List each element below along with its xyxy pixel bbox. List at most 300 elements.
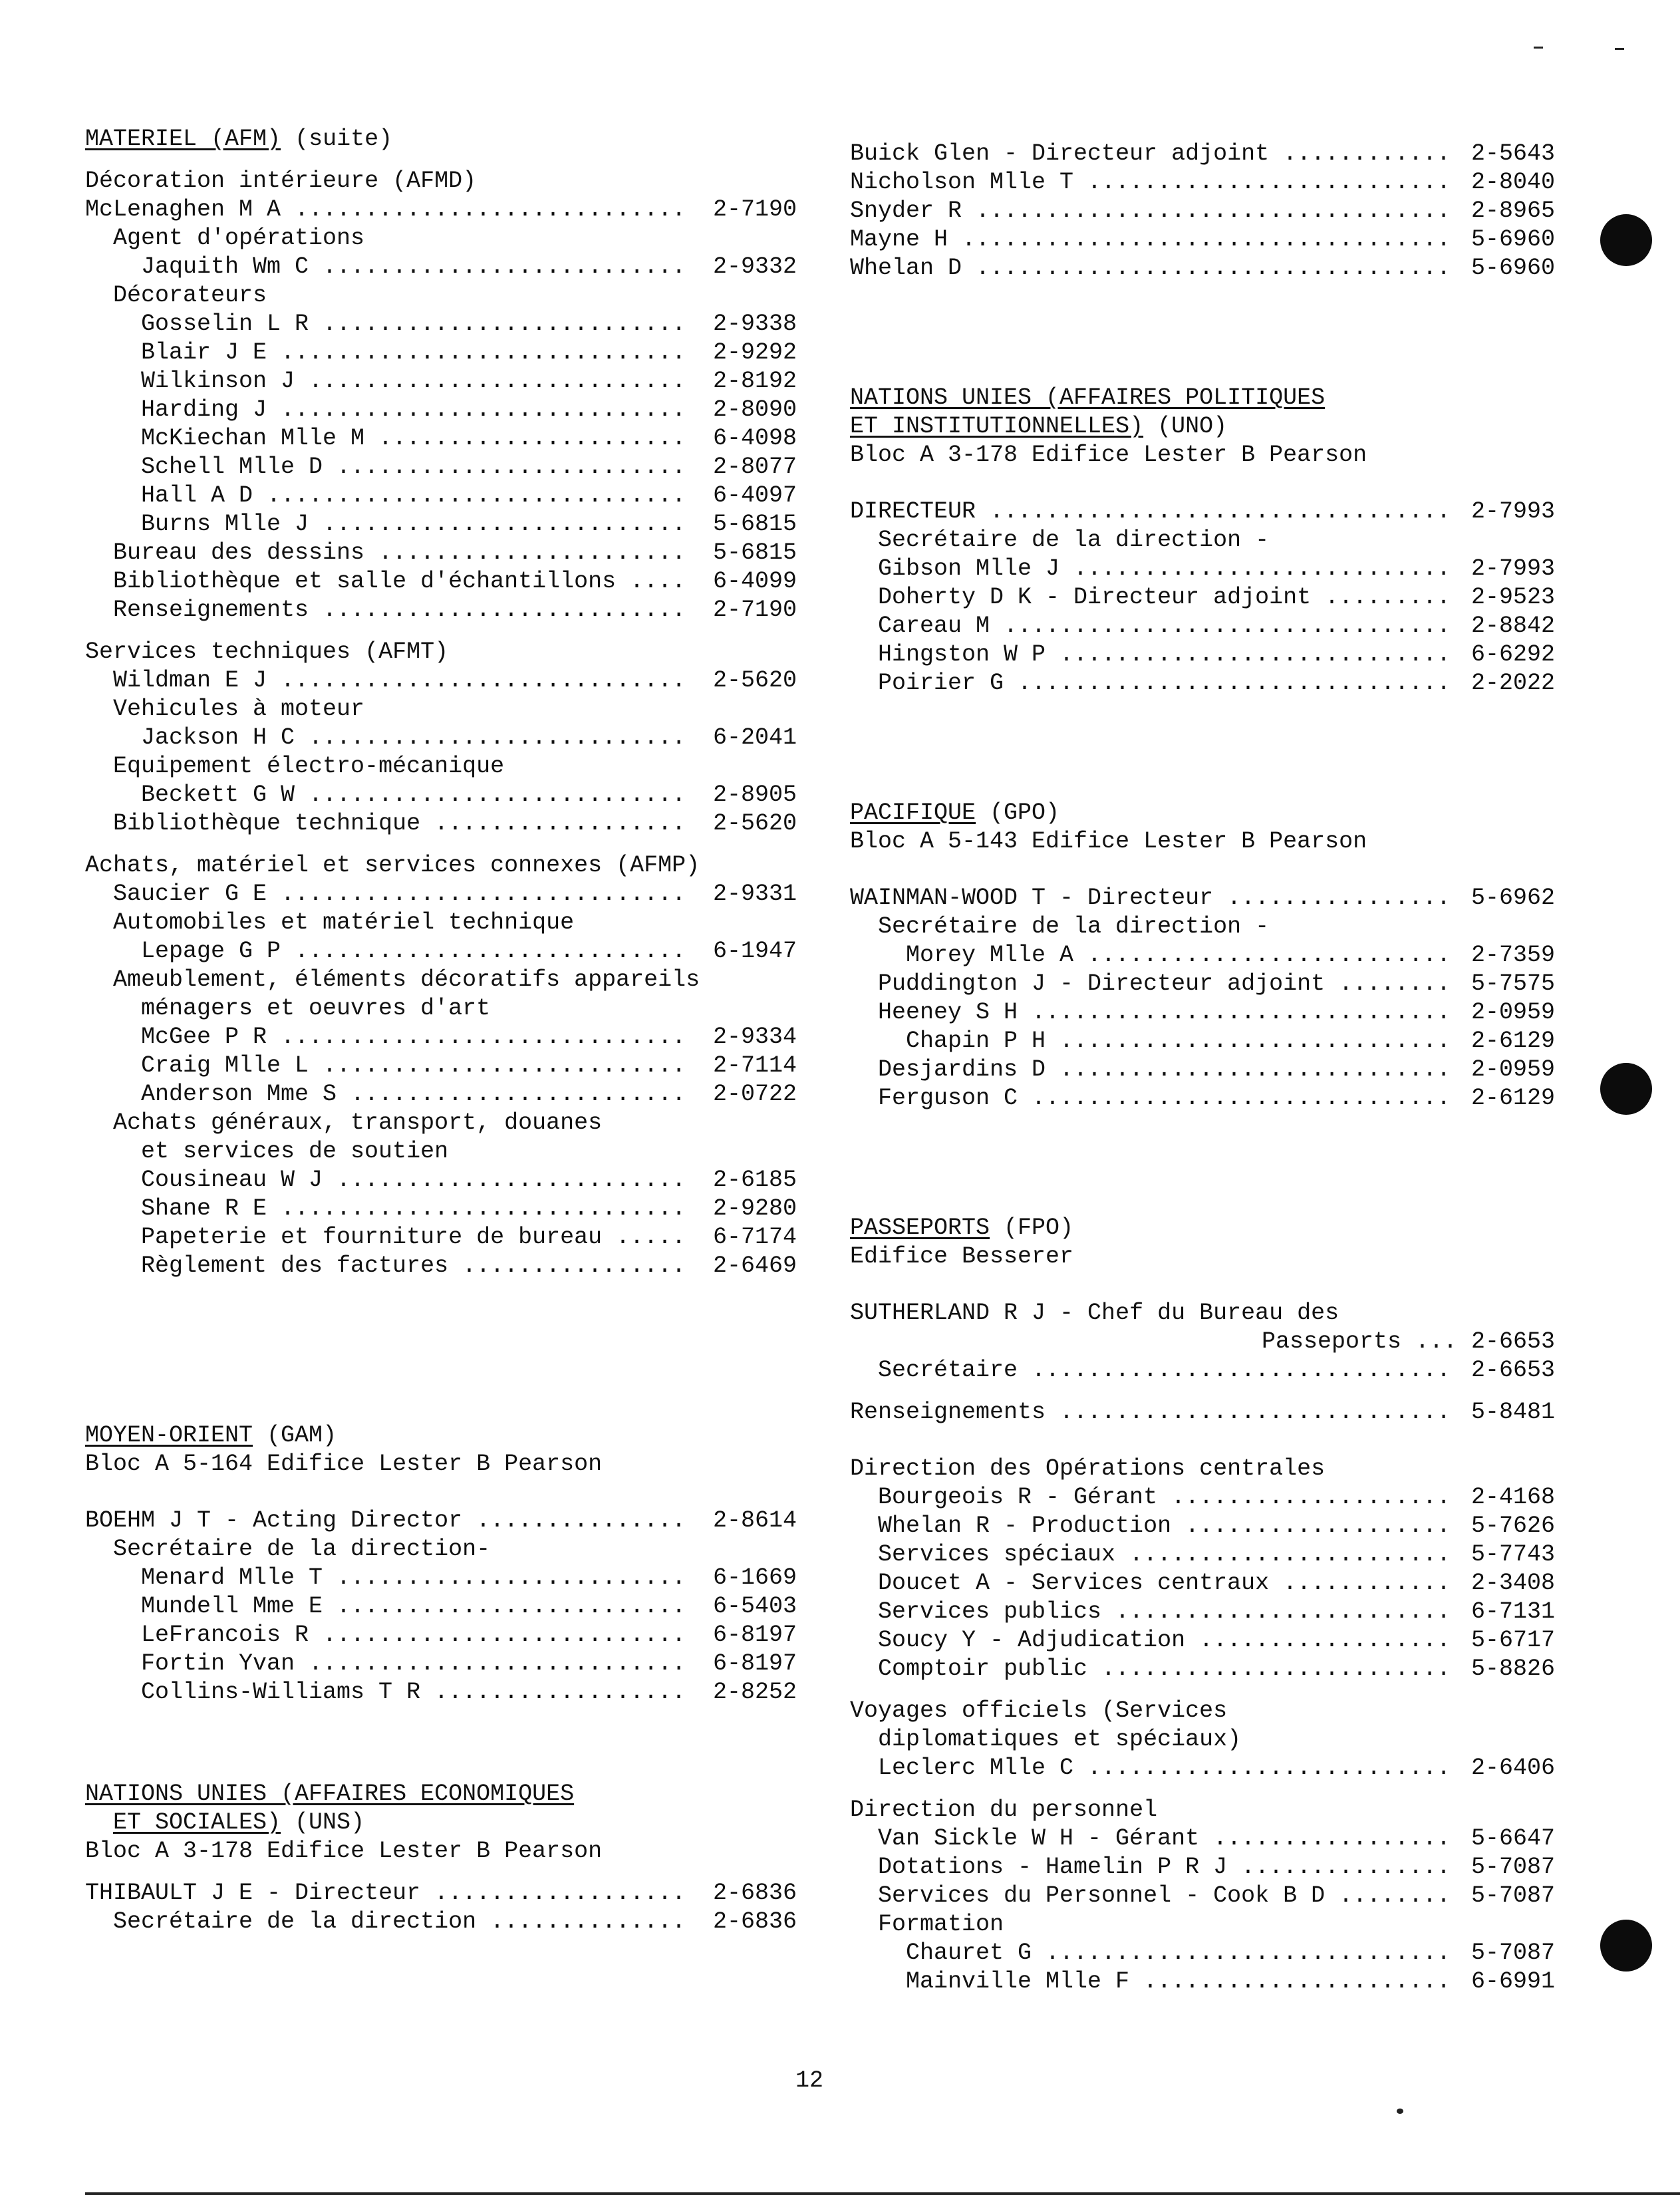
entry-name: Gibson Mlle J [878, 555, 1060, 582]
entry-phone: 2-6653 [1470, 1357, 1555, 1384]
section-heading [850, 1214, 1555, 1243]
subsection-heading: Automobiles et matériel technique [113, 909, 575, 936]
leader-dots: ............ [1283, 1570, 1451, 1596]
section-title: PASSEPORTS [850, 1215, 990, 1241]
entry-phone: 2-6653 [1470, 1328, 1555, 1355]
page-bottom-edge [85, 2192, 1680, 2195]
entry-phone: 2-8077 [712, 454, 797, 480]
entry-phone: 6-7131 [1470, 1598, 1555, 1625]
entry-phone: 2-2022 [1470, 670, 1555, 696]
subsection-heading: Secrétaire de la direction - [878, 913, 1270, 940]
directory-entry [850, 498, 1555, 526]
spacer [85, 1393, 797, 1421]
leader-dots: ........ [1339, 1882, 1451, 1909]
leader-dots: .................. [434, 1679, 686, 1705]
spacer [850, 698, 1555, 771]
subsection-heading: Bloc A 5-143 Edifice Lester B Pearson [850, 828, 1367, 855]
entry-name: Bibliothèque technique [113, 810, 421, 837]
leader-dots: .......................... [323, 511, 686, 537]
leader-dots: ............................. [281, 396, 686, 423]
section-code: (FPO) [990, 1215, 1074, 1241]
entry-name: Bureau des dessins [113, 539, 365, 566]
directory-entry [85, 1507, 797, 1535]
directory-entry [85, 510, 797, 539]
entry-name: WAINMAN-WOOD T - Directeur [850, 885, 1214, 911]
leader-dots: ............................ [1059, 641, 1451, 668]
leader-dots: .......................... [323, 1052, 686, 1079]
leader-dots: ................... [1185, 1513, 1451, 1539]
entry-name: Nicholson Mlle T [850, 169, 1074, 196]
directory-entry [85, 1592, 797, 1621]
entry-name: Soucy Y - Adjudication [878, 1627, 1186, 1654]
subsection-heading: Direction du personnel [850, 1797, 1158, 1823]
entry-name: Wilkinson J [141, 368, 295, 394]
entry-phone: 2-5620 [712, 667, 797, 694]
leader-dots: ................ [462, 1252, 686, 1279]
entry-name: Renseignements [113, 597, 309, 623]
leader-dots: ................. [1213, 1825, 1451, 1852]
entry-phone: 5-7626 [1470, 1513, 1555, 1539]
entry-name: Harding J [141, 396, 267, 423]
entry-name: Careau M [878, 613, 990, 639]
directory-entry [85, 1564, 797, 1592]
directory-entry [850, 1483, 1555, 1512]
directory-entry [85, 666, 797, 695]
leader-dots: ................................... [962, 226, 1451, 253]
entry-name: Whelan R - Production [878, 1513, 1172, 1539]
leader-dots: .............................. [1032, 999, 1451, 1026]
entry-phone: 5-7575 [1470, 970, 1555, 997]
section-heading [850, 799, 1555, 827]
leader-dots: .............................. [1032, 1085, 1451, 1111]
directory-entry [85, 1621, 797, 1650]
entry-name: Dotations - Hamelin P R J [878, 1854, 1228, 1880]
subsection-heading: Bloc A 3-178 Edifice Lester B Pearson [85, 1838, 603, 1864]
entry-phone: 5-7743 [1470, 1541, 1555, 1568]
entry-phone: 6-8197 [712, 1650, 797, 1677]
leader-dots: .............. [490, 1908, 686, 1935]
directory-entry [850, 1939, 1555, 1968]
entry-phone: 2-9523 [1470, 584, 1555, 611]
leader-dots: ............................. [281, 1195, 686, 1222]
entry-name: McKiechan Mlle M [141, 425, 365, 452]
entry-phone: 2-6129 [1470, 1028, 1555, 1054]
entry-phone: 2-0722 [712, 1081, 797, 1107]
leader-dots: .................. [1199, 1627, 1451, 1654]
entry-name: Renseignements [850, 1399, 1046, 1425]
leader-dots: ................................ [1004, 613, 1451, 639]
spacer [85, 1479, 797, 1507]
directory-entry [85, 596, 797, 625]
entry-name: Fortin Yvan [141, 1650, 295, 1677]
hole-punch-mark [1600, 1063, 1652, 1115]
leader-dots: ........................ [350, 1081, 686, 1107]
directory-entry [850, 1655, 1555, 1683]
entry-name: BOEHM J T - Acting Director [85, 1507, 463, 1534]
entry-name: Heeney S H [878, 999, 1018, 1026]
directory-entry [850, 669, 1555, 698]
leader-dots: ............................ [295, 938, 686, 964]
directory-entry [85, 781, 797, 809]
leader-dots: ............... [1241, 1854, 1451, 1880]
subsection-heading: Services techniques (AFMT) [85, 639, 449, 665]
left-column [85, 125, 797, 1936]
directory-entry [850, 1569, 1555, 1598]
entry-name: Mainville Mlle F [906, 1968, 1130, 1995]
directory-entry [85, 1223, 797, 1252]
entry-name: THIBAULT J E - Directeur [85, 1880, 421, 1906]
entry-name: Craig Mlle L [141, 1052, 309, 1079]
entry-name: Leclerc Mlle C [878, 1755, 1074, 1781]
entry-name: Anderson Mme S [141, 1081, 337, 1107]
entry-phone: 2-6836 [712, 1908, 797, 1935]
subsection-heading: Equipement électro-mécanique [113, 753, 505, 780]
entry-phone: 2-9280 [712, 1195, 797, 1222]
leader-dots: ........................... [309, 782, 686, 808]
entry-name: Services publics [878, 1598, 1102, 1625]
entry-phone: 2-8090 [712, 396, 797, 423]
entry-name: Puddington J - Directeur adjoint [878, 970, 1326, 997]
entry-continuation: Passeports ... [1261, 1328, 1457, 1355]
entry-name: Whelan D [850, 255, 962, 281]
entry-phone: 5-7087 [1470, 1854, 1555, 1880]
directory-entry [85, 310, 797, 339]
entry-name: Buick Glen - Directeur adjoint [850, 140, 1270, 167]
subsection-heading: Bloc A 5-164 Edifice Lester B Pearson [85, 1451, 603, 1477]
entry-name: Chapin P H [878, 1028, 1046, 1054]
directory-entry [850, 1626, 1555, 1655]
entry-phone: 5-7087 [1470, 1882, 1555, 1909]
leader-dots: .................................. [976, 255, 1451, 281]
leader-dots: .......................... [1087, 1755, 1451, 1781]
directory-entry [850, 970, 1555, 998]
spacer [85, 154, 797, 167]
entry-name: Bourgeois R - Gérant [878, 1484, 1158, 1511]
directory-entry [850, 1968, 1555, 1996]
leader-dots: .......................... [323, 597, 686, 623]
directory-entry [850, 583, 1555, 612]
entry-phone: 5-6960 [1470, 226, 1555, 253]
entry-name: Van Sickle W H - Gérant [878, 1825, 1200, 1852]
entry-phone: 2-4168 [1470, 1484, 1555, 1511]
entry-phone: 6-2041 [712, 724, 797, 751]
section-title: MATERIEL (AFM) [85, 126, 281, 152]
entry-name: Mundell Mme E [141, 1593, 323, 1620]
directory-entry [850, 1084, 1555, 1113]
section-code: (GPO) [976, 800, 1060, 826]
leader-dots: .......................... [1087, 942, 1451, 968]
leader-dots: ............................. [281, 339, 686, 366]
leader-dots: ...................... [1143, 1968, 1451, 1995]
entry-phone: 5-7087 [1470, 1940, 1555, 1966]
section-heading [85, 125, 797, 154]
directory-entry [850, 140, 1555, 168]
directory-entry [85, 880, 797, 909]
entry-name: Services spéciaux [878, 1541, 1116, 1568]
scan-speck [1615, 48, 1624, 50]
entry-name: Saucier G E [113, 881, 267, 907]
section-title: NATIONS UNIES (AFFAIRES POLITIQUES [850, 384, 1326, 411]
entry-phone: 2-6406 [1470, 1755, 1555, 1781]
directory-entry [850, 941, 1555, 970]
leader-dots: ........................... [1073, 555, 1451, 582]
entry-name: DIRECTEUR [850, 498, 976, 525]
leader-dots: ............................ [1059, 1056, 1451, 1083]
entry-name: Secrétaire [878, 1357, 1018, 1384]
entry-name: Cousineau W J [141, 1167, 323, 1193]
scan-speck [1534, 47, 1543, 49]
leader-dots: ................ [1227, 885, 1451, 911]
entry-phone: 2-6129 [1470, 1085, 1555, 1111]
leader-dots: ............................... [1018, 670, 1451, 696]
entry-phone: 2-9338 [712, 311, 797, 337]
subsection-heading: ménagers et oeuvres d'art [141, 995, 491, 1022]
entry-name: McGee P R [141, 1024, 267, 1050]
entry-phone: 5-8826 [1470, 1656, 1555, 1682]
directory-entry [850, 168, 1555, 197]
entry-name: Services du Personnel - Cook B D [878, 1882, 1326, 1909]
directory-entry [850, 1328, 1555, 1356]
section-code: (GAM) [253, 1422, 337, 1449]
subsection-heading: et services de soutien [141, 1138, 449, 1165]
entry-name: Doucet A - Services centraux [878, 1570, 1270, 1596]
leader-dots: ........ [1339, 970, 1451, 997]
entry-phone: 2-7993 [1470, 498, 1555, 525]
directory-entry [85, 196, 797, 224]
spacer [85, 1866, 797, 1879]
leader-dots: .................. [434, 810, 686, 837]
entry-phone: 5-8481 [1470, 1399, 1555, 1425]
entry-name: McLenaghen M A [85, 196, 281, 223]
subsection-heading: Bloc A 3-178 Edifice Lester B Pearson [850, 442, 1367, 468]
leader-dots: ............................. [281, 667, 686, 694]
entry-name: Burns Mlle J [141, 511, 309, 537]
entry-phone: 6-8197 [712, 1622, 797, 1648]
entry-phone: 2-0959 [1470, 999, 1555, 1026]
section-code: (UNO) [1143, 413, 1228, 440]
leader-dots: ......................... [1101, 1656, 1451, 1682]
spacer [850, 856, 1555, 884]
entry-phone: 2-5643 [1470, 140, 1555, 167]
directory-entry [85, 1650, 797, 1678]
section-code: (suite) [281, 126, 393, 152]
leader-dots: ............................. [281, 881, 686, 907]
entry-phone: 6-4097 [712, 482, 797, 509]
entry-name: Morey Mlle A [906, 942, 1074, 968]
spacer [850, 1113, 1555, 1186]
entry-name: Jackson H C [141, 724, 295, 751]
directory-entry [85, 1052, 797, 1080]
directory-entry [85, 724, 797, 752]
leader-dots: .......................... [323, 311, 686, 337]
spacer [85, 838, 797, 851]
section-heading [85, 1421, 797, 1450]
leader-dots: ......................... [337, 1564, 686, 1591]
leader-dots: ............... [476, 1507, 686, 1534]
directory-entry [850, 641, 1555, 669]
entry-phone: 2-9332 [712, 253, 797, 280]
directory-entry [85, 1023, 797, 1052]
directory-entry [85, 482, 797, 510]
entry-name: Bibliothèque et salle d'échantillons [113, 568, 617, 595]
leader-dots: ......... [1325, 584, 1451, 611]
leader-dots: ..... [616, 1224, 686, 1250]
entry-phone: 2-7190 [712, 597, 797, 623]
directory-entry [85, 1195, 797, 1223]
subsection-heading: Achats, matériel et services connexes (AFMP) [85, 852, 700, 879]
entry-name: Desjardins D [878, 1056, 1046, 1083]
section-title: NATIONS UNIES (AFFAIRES ECONOMIQUES [85, 1781, 575, 1807]
leader-dots: ............................. [281, 1024, 686, 1050]
leader-dots: .............................. [267, 482, 686, 509]
right-column [850, 140, 1555, 1996]
directory-entry [85, 396, 797, 424]
leader-dots: ............................ [295, 196, 686, 223]
entry-name: Comptoir public [878, 1656, 1088, 1682]
entry-phone: 2-3408 [1470, 1570, 1555, 1596]
entry-phone: 2-9334 [712, 1024, 797, 1050]
directory-entry [85, 539, 797, 567]
entry-name: Jaquith Wm C [141, 253, 309, 280]
spacer [850, 1683, 1555, 1697]
directory-entry [85, 937, 797, 966]
entry-name: Ferguson C [878, 1085, 1018, 1111]
directory-entry [850, 1356, 1555, 1385]
spacer [850, 470, 1555, 498]
spacer [850, 283, 1555, 356]
directory-entry [850, 612, 1555, 641]
directory-entry [850, 1056, 1555, 1084]
entry-phone: 2-9292 [712, 339, 797, 366]
directory-entry [85, 1252, 797, 1280]
directory-entry [85, 1080, 797, 1109]
section-heading [850, 384, 1555, 412]
entry-name: Hall A D [141, 482, 253, 509]
entry-phone: 2-7359 [1470, 942, 1555, 968]
entry-phone: 2-8905 [712, 782, 797, 808]
directory-entry [85, 567, 797, 596]
entry-phone: 2-9331 [712, 881, 797, 907]
entry-phone: 2-8842 [1470, 613, 1555, 639]
entry-name: Papeterie et fourniture de bureau [141, 1224, 603, 1250]
directory-entry [850, 998, 1555, 1027]
spacer [850, 1427, 1555, 1455]
directory-entry [850, 1825, 1555, 1853]
leader-dots: ........................... [309, 368, 686, 394]
directory-entry [850, 1853, 1555, 1882]
spacer [850, 1783, 1555, 1796]
entry-phone: 6-4098 [712, 425, 797, 452]
entry-name: Collins-Williams T R [141, 1679, 421, 1705]
subsection-heading: Vehicules à moteur [113, 696, 365, 722]
entry-phone: 5-6815 [712, 539, 797, 566]
leader-dots: .... [630, 568, 686, 595]
leader-dots: ............................ [1059, 1028, 1451, 1054]
entry-phone: 2-6185 [712, 1167, 797, 1193]
entry-name: Schell Mlle D [141, 454, 323, 480]
section-title: ET SOCIALES) [113, 1809, 281, 1836]
leader-dots: ................................. [990, 498, 1451, 525]
directory-entry [85, 424, 797, 453]
directory-entry [850, 225, 1555, 254]
directory-entry [85, 1678, 797, 1707]
section-title: ET INSTITUTIONNELLES) [850, 413, 1144, 440]
entry-name: Poirier G [878, 670, 1004, 696]
entry-phone: 2-5620 [712, 810, 797, 837]
entry-name: Wildman E J [113, 667, 267, 694]
section-heading [850, 412, 1555, 441]
entry-phone: 5-6815 [712, 511, 797, 537]
leader-dots: ...................... [378, 425, 686, 452]
directory-entry [85, 1908, 797, 1936]
subsection-heading: Formation [878, 1911, 1004, 1938]
directory-entry [850, 254, 1555, 283]
entry-phone: 5-6962 [1470, 885, 1555, 911]
hole-punch-mark [1600, 214, 1652, 266]
spacer [850, 1271, 1555, 1299]
subsection-heading: Décorateurs [113, 282, 267, 309]
entry-phone: 5-6647 [1470, 1825, 1555, 1852]
spacer [850, 1186, 1555, 1214]
entry-phone: 2-7993 [1470, 555, 1555, 582]
entry-name: Lepage G P [141, 938, 281, 964]
leader-dots: .................... [1171, 1484, 1451, 1511]
entry-phone: 2-8040 [1470, 169, 1555, 196]
entry-phone: 2-8192 [712, 368, 797, 394]
entry-phone: 2-8252 [712, 1679, 797, 1705]
directory-entry [85, 367, 797, 396]
leader-dots: .......................... [323, 253, 686, 280]
directory-entry [850, 1398, 1555, 1427]
entry-phone: 6-7174 [712, 1224, 797, 1250]
section-title: PACIFIQUE [850, 800, 976, 826]
spacer [85, 1707, 797, 1780]
spacer [850, 771, 1555, 799]
entry-name: Hingston W P [878, 641, 1046, 668]
subsection-heading: Voyages officiels (Services [850, 1697, 1228, 1724]
section-title: MOYEN-ORIENT [85, 1422, 253, 1449]
entry-name: Snyder R [850, 198, 962, 224]
entry-phone: 6-6292 [1470, 641, 1555, 668]
leader-dots: ........................... [309, 724, 686, 751]
subsection-heading: Secrétaire de la direction- [113, 1536, 491, 1562]
leader-dots: ......................... [337, 454, 686, 480]
entry-phone: 5-6717 [1470, 1627, 1555, 1654]
leader-dots: ...................... [378, 539, 686, 566]
spacer [850, 1385, 1555, 1398]
leader-dots: .......................... [1087, 169, 1451, 196]
entry-phone: 2-6469 [712, 1252, 797, 1279]
entry-name: Mayne H [850, 226, 948, 253]
directory-entry [85, 339, 797, 367]
entry-phone: 6-5403 [712, 1593, 797, 1620]
hole-punch-mark [1600, 1920, 1652, 1972]
leader-dots: .................................. [976, 198, 1451, 224]
directory-entry [850, 1512, 1555, 1540]
directory-entry [850, 555, 1555, 583]
directory-entry [850, 197, 1555, 225]
leader-dots: ............................ [1059, 1399, 1451, 1425]
directory-entry [85, 453, 797, 482]
entry-phone: 2-0959 [1470, 1056, 1555, 1083]
directory-entry [850, 1882, 1555, 1910]
page-number: 12 [795, 2067, 824, 2094]
entry-name: Règlement des factures [141, 1252, 449, 1279]
directory-entry [850, 1027, 1555, 1056]
leader-dots: ........................... [309, 1650, 686, 1677]
leader-dots: .............................. [1032, 1357, 1451, 1384]
section-heading [85, 1780, 797, 1809]
